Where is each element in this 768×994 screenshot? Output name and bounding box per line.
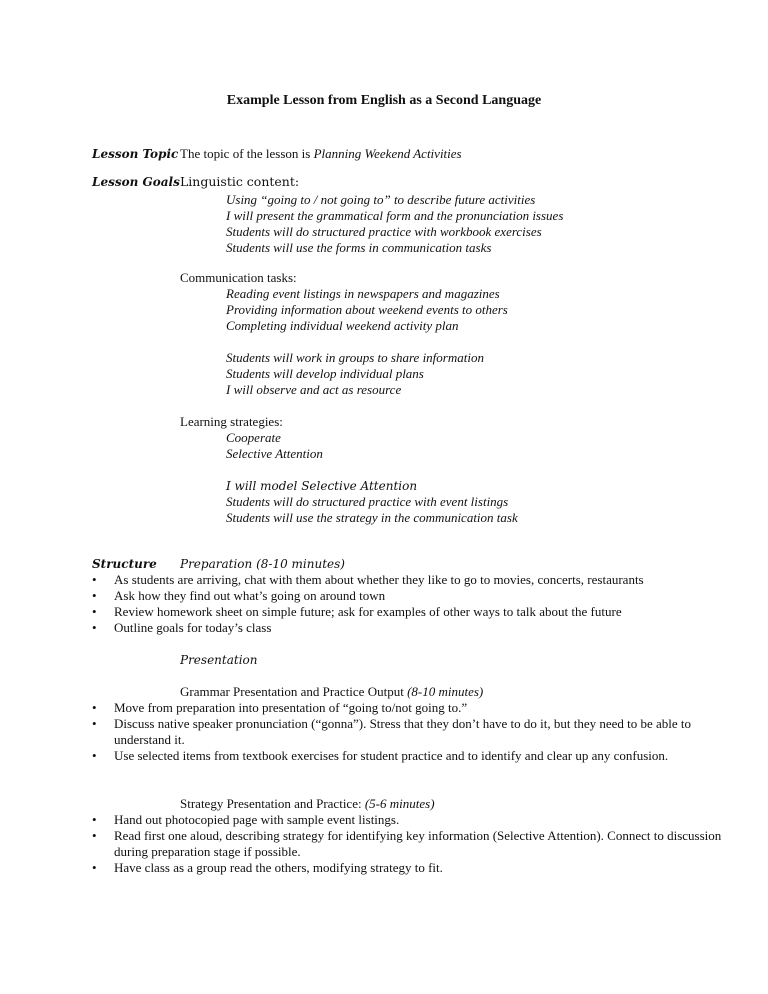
structure-label: Structure: [92, 557, 157, 571]
linguistic-content-heading: Linguistic content:: [180, 174, 300, 189]
communication-item: Reading event listings in newspapers and magazines: [226, 286, 500, 301]
strategy-time: (5-6 minutes): [364, 796, 435, 811]
linguistic-item: Using “going to / not going to” to describe future activities: [226, 192, 536, 207]
grammar-bullet: Discuss native speaker pronunciation (“gonna”). Stress that they don’t have to do it, but they need to be able to understand it.: [114, 716, 692, 747]
lesson-goals-label: Lesson Goals: [92, 175, 180, 189]
bullet-icon: •: [92, 860, 97, 875]
presentation-heading: Presentation: [180, 653, 258, 667]
communication-item: I will observe and act as resource: [226, 382, 402, 397]
preparation-heading: Preparation (8-10 minutes): [180, 557, 345, 571]
bullet-icon: •: [92, 828, 97, 843]
strategy-item: Cooperate: [226, 430, 281, 445]
grammar-bullet: Use selected items from textbook exercises for student practice and to identify and clear up any confusion.: [114, 748, 669, 763]
bullet-icon: •: [92, 604, 97, 619]
linguistic-item: I will present the grammatical form and the pronunciation issues: [226, 208, 564, 223]
preparation-bullet: As students are arriving, chat with them about whether they like to go to movies, concerts, restaurants: [114, 572, 644, 587]
strategy-item: Students will do structured practice with event listings: [226, 494, 509, 509]
strategy-bullet: Read first one aloud, describing strategy for identifying key information (Selective Attention). Connect to discussion during preparation stage if possible.: [114, 828, 722, 859]
bullet-icon: •: [92, 812, 97, 827]
bullet-icon: •: [92, 700, 97, 715]
lesson-topic-text: [180, 146, 462, 162]
lesson-topic-prefix: The topic of the lesson is: [180, 146, 314, 161]
bullet-icon: •: [92, 588, 97, 603]
strategy-heading-text: Strategy Presentation and Practice:: [180, 796, 365, 811]
page-title: Example Lesson from English as a Second Language: [226, 93, 542, 108]
communication-item: Completing individual weekend activity plan: [226, 318, 459, 333]
preparation-bullet: Outline goals for today’s class: [114, 620, 272, 635]
strategy-bullet: Have class as a group read the others, modifying strategy to fit.: [114, 860, 443, 875]
bullet-icon: •: [92, 716, 97, 731]
linguistic-item: Students will do structured practice with workbook exercises: [226, 224, 542, 239]
communication-item: Students will develop individual plans: [226, 366, 424, 381]
grammar-heading-text: Grammar Presentation and Practice Output: [180, 684, 408, 699]
bullet-icon: •: [92, 748, 97, 763]
strategy-item: Selective Attention: [226, 446, 323, 461]
strategy-item: I will model Selective Attention: [226, 479, 418, 493]
communication-item: Students will work in groups to share information: [226, 350, 484, 365]
preparation-bullet: Review homework sheet on simple future; ask for examples of other ways to talk about the future: [114, 604, 622, 619]
grammar-time: (8-10 minutes): [407, 684, 484, 699]
bullet-icon: •: [92, 572, 97, 587]
linguistic-item: Students will use the forms in communication tasks: [226, 240, 492, 255]
lesson-topic-name: Planning Weekend Activities: [313, 146, 462, 161]
bullet-icon: •: [92, 620, 97, 635]
strategy-item: Students will use the strategy in the communication task: [226, 510, 518, 525]
learning-strategies-heading: Learning strategies:: [180, 414, 283, 429]
preparation-bullet: Ask how they find out what’s going on around town: [114, 588, 386, 603]
communication-item: Providing information about weekend events to others: [226, 302, 508, 317]
grammar-bullet: Move from preparation into presentation of “going to/not going to.”: [114, 700, 468, 715]
communication-tasks-heading: Communication tasks:: [180, 270, 297, 285]
strategy-bullet: Hand out photocopied page with sample event listings.: [114, 812, 400, 827]
lesson-topic-label: Lesson Topic: [92, 147, 179, 161]
grammar-heading: [180, 684, 483, 700]
strategy-heading: [180, 796, 435, 812]
